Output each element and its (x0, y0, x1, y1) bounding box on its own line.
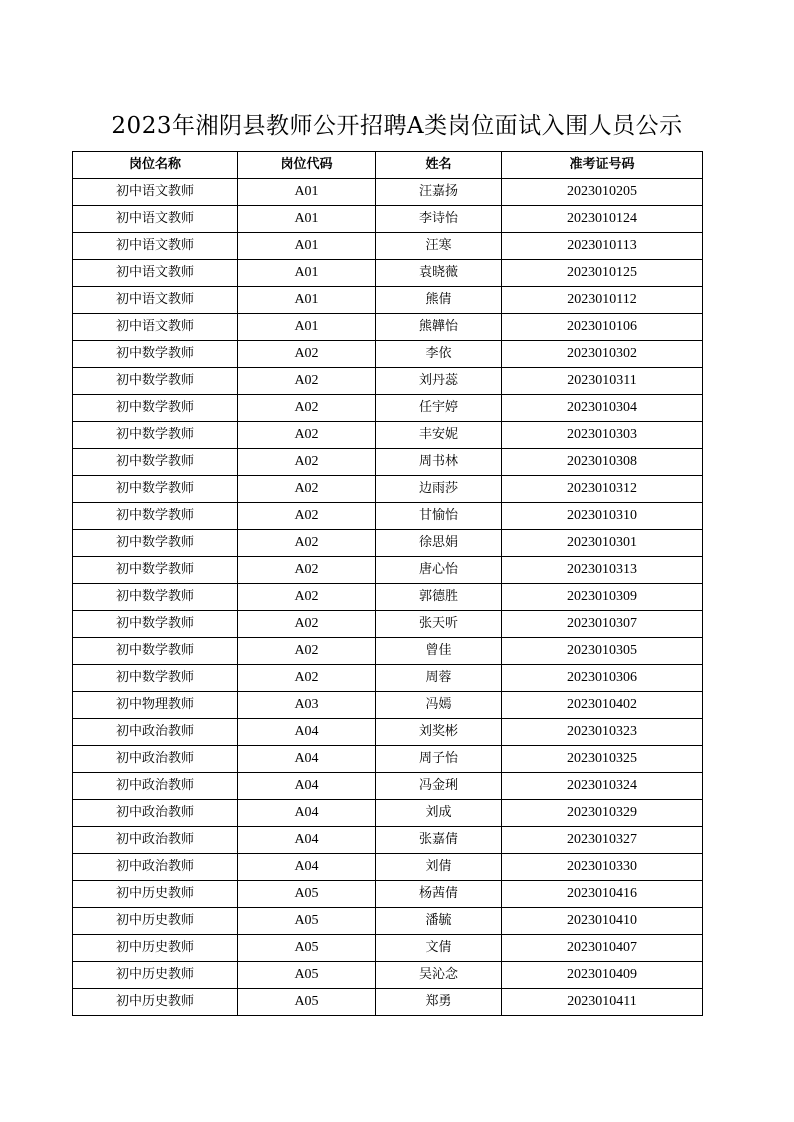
table-row (73, 827, 703, 854)
cell-position: 初中历史教师 (73, 989, 238, 1016)
table-row (73, 314, 703, 341)
cell-position-code: A02 (238, 557, 376, 584)
cell-name: 杨茜倩 (376, 881, 502, 908)
cell-position-code: A04 (238, 854, 376, 881)
cell-exam-number: 2023010301 (502, 530, 703, 557)
table-body (73, 179, 703, 1016)
cell-position: 初中历史教师 (73, 962, 238, 989)
cell-position-code: A02 (238, 611, 376, 638)
cell-name: 张嘉倩 (376, 827, 502, 854)
cell-position: 初中语文教师 (73, 179, 238, 206)
table-row (73, 503, 703, 530)
cell-position-code: A01 (238, 179, 376, 206)
cell-name: 吴沁念 (376, 962, 502, 989)
cell-position-code: A02 (238, 395, 376, 422)
cell-position-code: A03 (238, 692, 376, 719)
cell-position: 初中数学教师 (73, 449, 238, 476)
cell-position-code: A02 (238, 665, 376, 692)
table-row (73, 719, 703, 746)
table-row (73, 908, 703, 935)
cell-position: 初中历史教师 (73, 908, 238, 935)
table-row (73, 206, 703, 233)
cell-position-code: A05 (238, 881, 376, 908)
cell-position: 初中政治教师 (73, 800, 238, 827)
cell-position: 初中数学教师 (73, 476, 238, 503)
cell-name: 熊韡怡 (376, 314, 502, 341)
cell-position: 初中数学教师 (73, 503, 238, 530)
cell-exam-number: 2023010311 (502, 368, 703, 395)
page-title: 2023年湘阴县教师公开招聘A类岗位面试入围人员公示 (111, 113, 683, 139)
cell-exam-number: 2023010402 (502, 692, 703, 719)
cell-name: 周子怡 (376, 746, 502, 773)
cell-position: 初中数学教师 (73, 422, 238, 449)
cell-exam-number: 2023010124 (502, 206, 703, 233)
cell-position: 初中数学教师 (73, 638, 238, 665)
column-header-position-code: 岗位代码 (238, 152, 376, 179)
table-row (73, 800, 703, 827)
cell-name: 潘毓 (376, 908, 502, 935)
table-row (73, 692, 703, 719)
table-row (73, 368, 703, 395)
table-header-row (73, 152, 703, 179)
cell-exam-number: 2023010312 (502, 476, 703, 503)
cell-exam-number: 2023010313 (502, 557, 703, 584)
table-row (73, 449, 703, 476)
cell-name: 周蓉 (376, 665, 502, 692)
table-row (73, 260, 703, 287)
cell-name: 文倩 (376, 935, 502, 962)
cell-position: 初中语文教师 (73, 314, 238, 341)
cell-position-code: A02 (238, 422, 376, 449)
cell-position-code: A01 (238, 287, 376, 314)
cell-name: 刘成 (376, 800, 502, 827)
cell-exam-number: 2023010416 (502, 881, 703, 908)
cell-position: 初中历史教师 (73, 935, 238, 962)
cell-position: 初中物理教师 (73, 692, 238, 719)
cell-name: 徐思娟 (376, 530, 502, 557)
cell-position-code: A04 (238, 827, 376, 854)
cell-position-code: A05 (238, 962, 376, 989)
table-row (73, 881, 703, 908)
cell-position-code: A04 (238, 746, 376, 773)
cell-name: 唐心怡 (376, 557, 502, 584)
cell-position-code: A05 (238, 908, 376, 935)
cell-exam-number: 2023010305 (502, 638, 703, 665)
cell-position: 初中语文教师 (73, 206, 238, 233)
cell-name: 刘丹蕊 (376, 368, 502, 395)
table-row (73, 746, 703, 773)
table-row (73, 179, 703, 206)
cell-position: 初中政治教师 (73, 719, 238, 746)
cell-position-code: A02 (238, 638, 376, 665)
cell-exam-number: 2023010112 (502, 287, 703, 314)
cell-position: 初中政治教师 (73, 746, 238, 773)
cell-name: 郑勇 (376, 989, 502, 1016)
table-row (73, 962, 703, 989)
cell-position-code: A02 (238, 341, 376, 368)
cell-exam-number: 2023010306 (502, 665, 703, 692)
table-row (73, 989, 703, 1016)
table-row (73, 287, 703, 314)
cell-name: 周书林 (376, 449, 502, 476)
cell-exam-number: 2023010302 (502, 341, 703, 368)
table-row (73, 341, 703, 368)
cell-exam-number: 2023010410 (502, 908, 703, 935)
cell-name: 李依 (376, 341, 502, 368)
cell-exam-number: 2023010407 (502, 935, 703, 962)
table-row (73, 665, 703, 692)
cell-name: 汪嘉扬 (376, 179, 502, 206)
cell-name: 李诗怡 (376, 206, 502, 233)
cell-position: 初中数学教师 (73, 611, 238, 638)
cell-position-code: A02 (238, 449, 376, 476)
cell-position: 初中数学教师 (73, 557, 238, 584)
cell-name: 汪寒 (376, 233, 502, 260)
table-row (73, 854, 703, 881)
cell-exam-number: 2023010323 (502, 719, 703, 746)
cell-exam-number: 2023010303 (502, 422, 703, 449)
column-header-position: 岗位名称 (73, 152, 238, 179)
cell-position: 初中语文教师 (73, 233, 238, 260)
table-row (73, 557, 703, 584)
table-row (73, 773, 703, 800)
cell-exam-number: 2023010411 (502, 989, 703, 1016)
cell-name: 郭德胜 (376, 584, 502, 611)
cell-name: 熊倩 (376, 287, 502, 314)
cell-position: 初中数学教师 (73, 368, 238, 395)
table-row (73, 395, 703, 422)
cell-exam-number: 2023010205 (502, 179, 703, 206)
cell-name: 任宇婷 (376, 395, 502, 422)
cell-position-code: A04 (238, 773, 376, 800)
cell-position-code: A04 (238, 719, 376, 746)
cell-position-code: A02 (238, 584, 376, 611)
cell-name: 刘倩 (376, 854, 502, 881)
table-row (73, 638, 703, 665)
cell-name: 张天听 (376, 611, 502, 638)
cell-position: 初中数学教师 (73, 530, 238, 557)
cell-position-code: A01 (238, 233, 376, 260)
cell-position-code: A01 (238, 314, 376, 341)
cell-position-code: A04 (238, 800, 376, 827)
cell-position: 初中政治教师 (73, 827, 238, 854)
cell-exam-number: 2023010330 (502, 854, 703, 881)
cell-exam-number: 2023010125 (502, 260, 703, 287)
column-header-name: 姓名 (376, 152, 502, 179)
cell-exam-number: 2023010310 (502, 503, 703, 530)
cell-position: 初中政治教师 (73, 773, 238, 800)
column-header-exam-number: 准考证号码 (502, 152, 703, 179)
cell-exam-number: 2023010106 (502, 314, 703, 341)
cell-position: 初中政治教师 (73, 854, 238, 881)
cell-position-code: A02 (238, 503, 376, 530)
table-row (73, 530, 703, 557)
cell-position-code: A02 (238, 368, 376, 395)
cell-position: 初中数学教师 (73, 584, 238, 611)
cell-name: 刘奖彬 (376, 719, 502, 746)
cell-position: 初中语文教师 (73, 260, 238, 287)
cell-name: 袁晓薇 (376, 260, 502, 287)
cell-position: 初中数学教师 (73, 341, 238, 368)
cell-position: 初中历史教师 (73, 881, 238, 908)
table-row (73, 584, 703, 611)
cell-exam-number: 2023010308 (502, 449, 703, 476)
cell-name: 冯金琍 (376, 773, 502, 800)
cell-name: 边雨莎 (376, 476, 502, 503)
cell-exam-number: 2023010304 (502, 395, 703, 422)
cell-position-code: A02 (238, 530, 376, 557)
cell-name: 冯嫣 (376, 692, 502, 719)
cell-position: 初中语文教师 (73, 287, 238, 314)
cell-position-code: A02 (238, 476, 376, 503)
cell-exam-number: 2023010113 (502, 233, 703, 260)
cell-exam-number: 2023010409 (502, 962, 703, 989)
cell-position-code: A01 (238, 206, 376, 233)
cell-name: 丰安妮 (376, 422, 502, 449)
cell-name: 曾佳 (376, 638, 502, 665)
table-row (73, 611, 703, 638)
cell-position-code: A01 (238, 260, 376, 287)
cell-position: 初中数学教师 (73, 395, 238, 422)
cell-exam-number: 2023010325 (502, 746, 703, 773)
cell-exam-number: 2023010327 (502, 827, 703, 854)
interview-roster-table (72, 151, 703, 1016)
cell-position: 初中数学教师 (73, 665, 238, 692)
cell-exam-number: 2023010307 (502, 611, 703, 638)
table-row (73, 422, 703, 449)
table-row (73, 233, 703, 260)
table-row (73, 935, 703, 962)
cell-exam-number: 2023010309 (502, 584, 703, 611)
cell-exam-number: 2023010329 (502, 800, 703, 827)
table-row (73, 476, 703, 503)
cell-name: 甘愉怡 (376, 503, 502, 530)
cell-exam-number: 2023010324 (502, 773, 703, 800)
cell-position-code: A05 (238, 989, 376, 1016)
cell-position-code: A05 (238, 935, 376, 962)
